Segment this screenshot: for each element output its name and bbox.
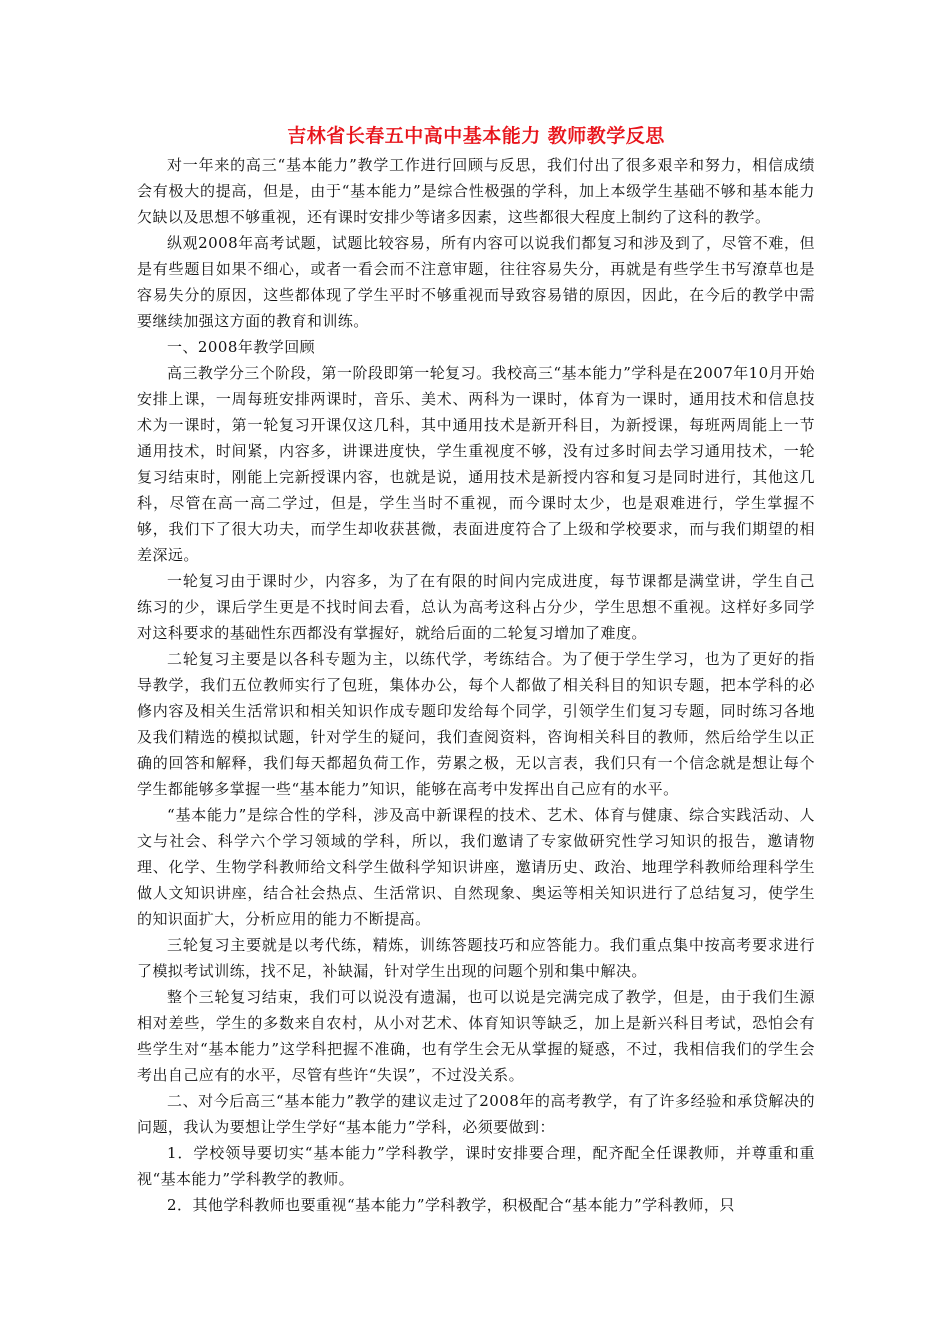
- paragraph-exam-review: 纵观2008年高考试题，试题比较容易，所有内容可以说我们都复习和涉及到了，尽管不难，但是有些题目如果不细心，或者一看会而不注意审题，往往容易失分，再就是有些学生书写潦草也是容易失分的原因，这些都体现了学生平时不够重视而导致容易错的原因，因此，在今后的教学中需要继续加强这方面的教育和训练。: [137, 234, 815, 330]
- paragraph-conclusion: 整个三轮复习结束，我们可以说没有遗漏，也可以说是完满完成了教学，但是，由于我们生源相对差些，学生的多数来自农村，从小对艺术、体育知识等缺乏，加上是新兴科目考试，恐怕会有些学生对“基本能力”这学科把握不准确，也有学生会无从掌握的疑惑，不过，我相信我们的学生会考出自己应有的水平，尽管有些许“失误”，不过没关系。: [137, 988, 815, 1084]
- paragraph-intro: 对一年来的高三“基本能力”教学工作进行回顾与反思，我们付出了很多艰辛和努力，相信成绩会有极大的提高，但是，由于“基本能力”是综合性极强的学科，加上本级学生基础不够和基本能力欠缺以及思想不够重视，还有课时安排少等诸多因素，这些都很大程度上制约了这科的教学。: [137, 156, 815, 226]
- document-title: 吉林省长春五中高中基本能力 教师教学反思: [287, 125, 665, 147]
- list-item-1: 1．学校领导要切实“基本能力”学科教学，课时安排要合理，配齐配全任课教师，并尊重和重视“基本能力”学科教学的教师。: [137, 1144, 815, 1188]
- document-page: [137, 122, 815, 1218]
- list-item-2: 2．其他学科教师也要重视“基本能力”学科教学，积极配合“基本能力”学科教师，只: [167, 1196, 735, 1214]
- paragraph-three-stages: 高三教学分三个阶段，第一阶段即第一轮复习。我校高三“基本能力”学科是在2007年10月开始安排上课，一周每班安排两课时，音乐、美术、两科为一课时，体育为一课时，通用技术和信息技术为一课时，第一轮复习开课仅这几科，其中通用技术是新开科目，为新授课，每班两周能上一节通用技术，时间紧，内容多，讲课进度快，学生重视度不够，没有过多时间去学习通用技术，一轮复习结束时，刚能上完新授课内容，也就是说，通用技术是新授内容和复习是同时进行，其他这几科，尽管在高一高二学过，但是，学生当时不重视，而今课时太少，也是艰难进行，学生掌握不够，我们下了很大功夫，而学生却收获甚微，表面进度符合了上级和学校要求，而与我们期望的相差深远。: [137, 364, 815, 564]
- section-heading-suggestions: 二、对今后高三“基本能力”教学的建议走过了2008年的高考教学，有了许多经验和承贷解决的问题，我认为要想让学生学好“基本能力”学科，必须要做到：: [137, 1092, 815, 1136]
- paragraph-first-round: 一轮复习由于课时少，内容多，为了在有限的时间内完成进度，每节课都是满堂讲，学生自己练习的少，课后学生更是不找时间去看，总认为高考这科占分少，学生思想不重视。这样好多同学对这科要求的基础性东西都没有掌握好，就给后面的二轮复习增加了难度。: [137, 572, 815, 642]
- paragraph-comprehensive: “基本能力”是综合性的学科，涉及高中新课程的技术、艺术、体育与健康、综合实践活动、人文与社会、科学六个学习领域的学科，所以，我们邀请了专家做研究性学习知识的报告，邀请物理、化学、生物学科教师给文科学生做科学知识讲座，邀请历史、政治、地理学科教师给理科学生做人文知识讲座，结合社会热点、生活常识、自然现象、奥运等相关知识进行了总结复习，使学生的知识面扩大，分析应用的能力不断提高。: [137, 806, 815, 928]
- paragraph-second-round: 二轮复习主要是以各科专题为主，以练代学，考练结合。为了便于学生学习，也为了更好的指导教学，我们五位教师实行了包班，集体办公，每个人都做了相关科目的知识专题，把本学科的必修内容及相关生活常识和相关知识作成专题印发给每个同学，引领学生们复习专题，同时练习各地及我们精选的模拟试题，针对学生的疑问，我们查阅资料，咨询相关科目的教师，然后给学生以正确的回答和解释，我们每天都超负荷工作，劳累之极，无以言表，我们只有一个信念就是想让每个学生都能够多掌握一些“基本能力”知识，能够在高考中发挥出自己应有的水平。: [137, 650, 815, 798]
- section-heading-review: 一、2008年教学回顾: [167, 338, 316, 356]
- paragraph-third-round: 三轮复习主要就是以考代练，精炼，训练答题技巧和应答能力。我们重点集中按高考要求进行了模拟考试训练，找不足，补缺漏，针对学生出现的问题个别和集中解决。: [137, 936, 815, 980]
